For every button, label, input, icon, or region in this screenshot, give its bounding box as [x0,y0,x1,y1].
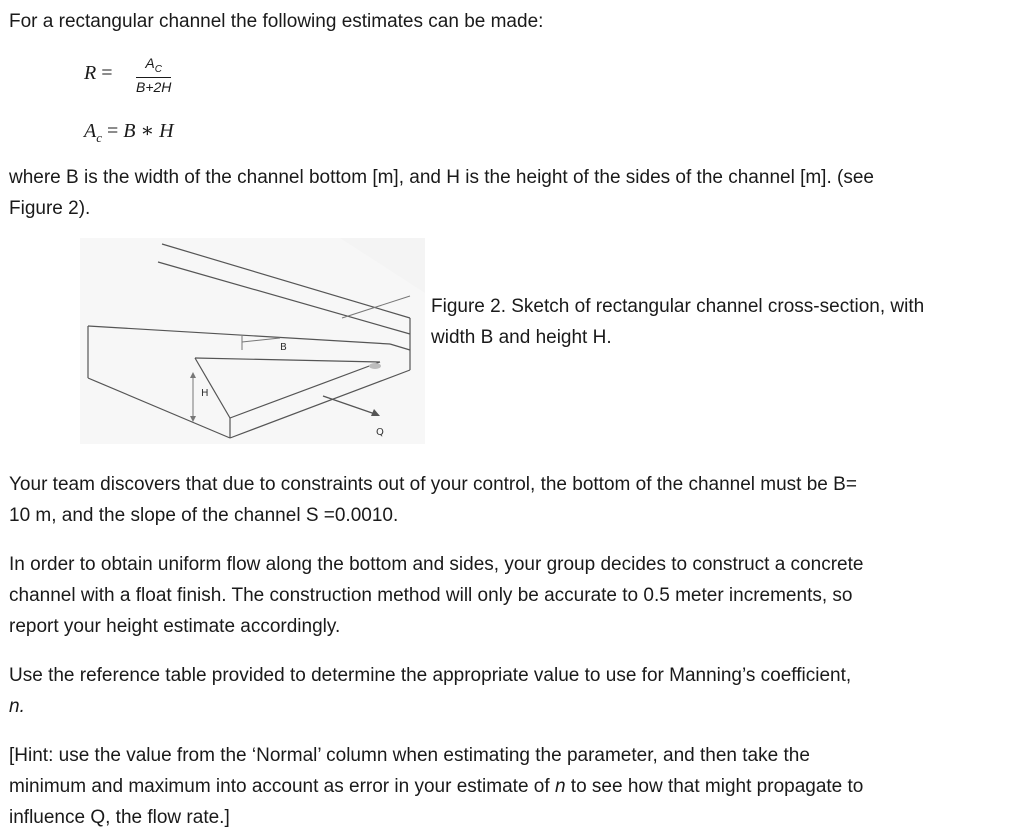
eq1-numerator: $A_C$ [136,55,171,78]
eq2-expression: $A_c = B$ ∗ H [84,120,174,145]
intro-text: For a rectangular channel the following estimates can be made: [9,11,544,32]
label-b: B [280,342,287,353]
figure-caption: Figure 2. Sketch of rectangular channel cross-section, with width B and height H. [431,296,925,348]
construction-paragraph: In order to obtain uniform flow along the bottom and sides, your group decides to construct a concrete channel with a float finish. The construction method will only be accurate to 0.5 meter increments, so report your height estimate accordingly. [9,554,864,637]
label-q: Q [376,427,384,438]
channel-sketch-image [80,238,425,444]
where-text: where B is the width of the channel bottom [m], and H is the height of the sides of the channel [m]. (see Figure 2). [9,167,874,219]
eq1-fraction [136,55,171,95]
hint-paragraph: [Hint: use the value from the ‘Normal’ column when estimating the parameter, and then take the minimum and maximum into account as error in your estimate of n to see how that might propagate to influence Q, the flow rate.] [9,745,864,828]
team-paragraph: Your team discovers that due to constraints out of your control, the bottom of the channel must be B= 10 m, and the slope of the channel S =0.0010. [9,474,857,526]
eq1-denominator: B+2H [136,78,172,95]
label-h: H [201,388,209,399]
channel-sketch-figure [80,238,425,444]
reference-table-paragraph: Use the reference table provided to determine the appropriate value to use for Manning’s coefficient, n. [9,665,852,717]
eq1-lhs: R = [84,62,113,84]
